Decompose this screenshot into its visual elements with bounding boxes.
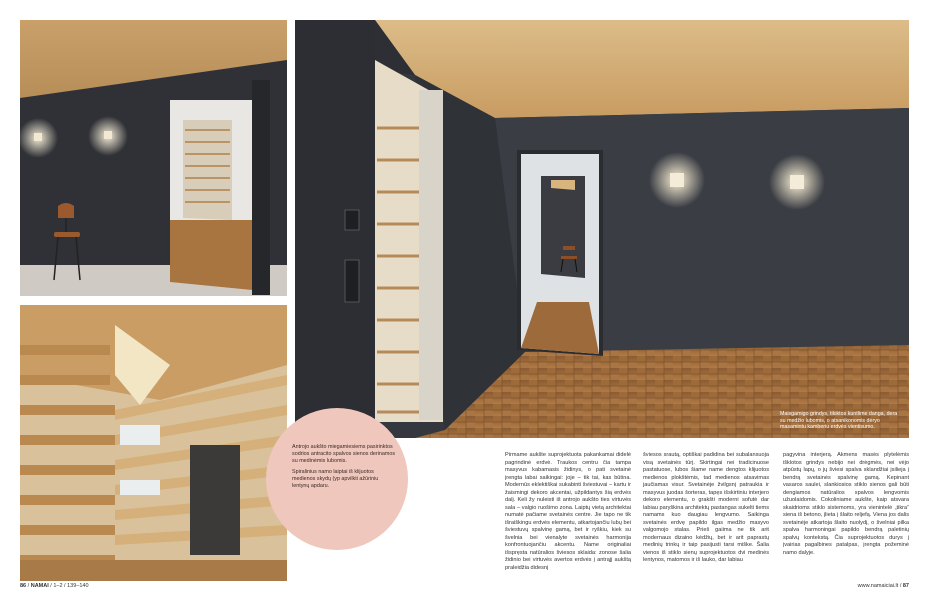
hallway-photo (295, 20, 909, 438)
article-column-3: pagyvina interjerą. Akmens masės plytelėmis išklotos grindys nebijo nei drėgmės, nei vėjo atpūstų lapų, o jų šviesi spalva sklandžiai įsilieja į bendrą svetainės spalvinę gamą. Kepinant vasaros saulei, slankiosios stiklo sienos gali būti dengiamos natūralios spalvos lengvomis užuolaidomis. Cokoliniame aukšte, kaip atsvara skaidrioms stiklo sistemoms, yra vienintelė „tikra“ siena iš betono, įlieta į šlaito reljefą. Viena jos dalis svetainėje atkartoja šlaito nuolydį, o švelniai pilka spalva harmoningai papildo bendrą paletinių spalvų kontekstą. Čia suprojektuotos durys į įvairias pagalbines patalpas, įrengta požeminė namo dalyje. (783, 452, 909, 556)
website-link[interactable]: www.namaiciai.lt (857, 583, 899, 589)
magazine-name: NAMAI (30, 583, 49, 589)
hallway-caption: Maisgamigo grindys, tikiktos kuntlime danga, dera su medžio lubomis, o atsanikonomis dėryo masamintu kamberiu erdvės vientisumo. (780, 411, 898, 431)
caption-stairs-text: Spiralinius namo laiptai iš klijuotos medienos skydų (yp apvilkti ažūriniu lentynų apdaru. (292, 469, 379, 489)
folio-left: 86 / NAMAI / 1–2 / 139–140 (20, 583, 89, 589)
staircase-caption (292, 444, 396, 495)
light-switch-icon (345, 210, 359, 230)
page-number-left: 86 (20, 583, 27, 589)
article-column-2: šviesos srautą, optiškai padidina bei subalansuoja visą svetainės tūrį. Skirtingai nei tradicinuose pastatuose, lubos šiame name dengtos klijuotos medienos plokštėmis, tad medienos atsavimas jaučiamas visur. Svetainėje žvilgsnį patraukia ir masyvus juodas šorteras, tapęs išskirtiniu interjero dekoro elementu, o grakšti moderni sofutė dar labiau paryškina architektų pastangas sukelti tiems namams kuo daugiau lengvumo. Saikinga svetainės erdvę papildo ilgas medžio masyvo valgomojo stalas. Prieš gaiima ne tik arit modernaus dizaino kėdžių, bet ir arit paprastų medinių trinkų ir taip pasijusti tarsi miške. Šalia vienos iš stiklo sienų suprojektuotos dvi medinės lentynos, matomos ir iš lauko, dar labiau (643, 452, 769, 563)
staircase-photo (20, 305, 287, 581)
folio-right: www.namaiciai.lt / 87 (857, 583, 909, 589)
bedroom-photo (20, 20, 287, 296)
page-number-right: 87 (902, 583, 909, 589)
light-switch-icon (345, 260, 359, 302)
caption-bedroom-text: Antrojo aukšto miegamiesiems pasirinktos sodrios antracito spalvos sienos derinamos su medinėmis lubomis. (292, 444, 396, 464)
issue-number: 1–2 / 139–140 (53, 583, 89, 589)
article-column-1: Pirmame aukšte suprojektuota pakankamai didelė pagrindinė erdvė. Traukos centru čia tampa masyvus kabamasis židinys, o pati svetainė įrengta labai saikingai: joje – tik tai, kas būtina. Modernūs eklektiškai sukabinti šviestuvai – kartu ir žaismingi dekoro akcentai, užpildantys šią erdvės dalį. Keli žy nuleisti iš antrojo aukšto ties virtuvės sala – valgio ruošimo zona. Laiptų vietą architektai numatė pačiame svetainės centre. Jie tapo ne tik išraiškingu erdvės elementu, atkartojančiu lubų bei šviestuvų spalvinę gamą, bet ir ryškiu, kiek su švelnia bei vienalyte svetainės harmonija konfrontuojančiu akcentu. Name originaliai išspręsta natūralios šviesos sklaida: zonose šalia židinio bei virtuvės avertos erdvės į antrąjį aukštą praleidžia didesnį (505, 452, 631, 571)
